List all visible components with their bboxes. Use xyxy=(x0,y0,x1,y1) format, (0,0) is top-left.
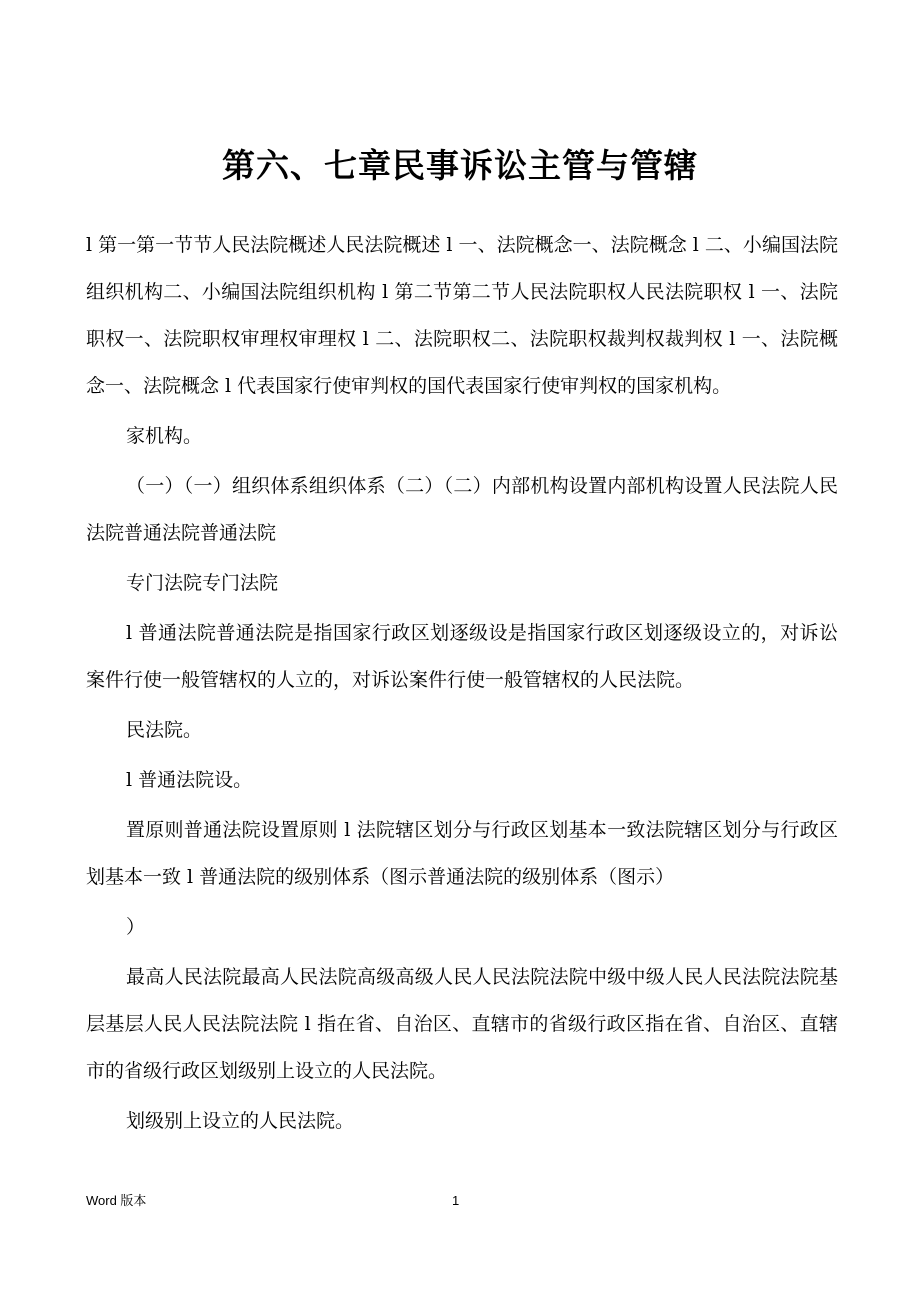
paragraph: 最高人民法院最高人民法院高级高级人民人民法院法院中级中级人民人民法院法院基层基层人民人民法院法院 l 指在省、自治区、直辖市的省级行政区指在省、自治区、直辖市的省级行政区划级别上设立的人民法院。 xyxy=(86,966,838,1082)
paragraph: l 普通法院普通法院是指国家行政区划逐级设是指国家行政区划逐级设立的，对诉讼案件行使一般管辖权的人立的，对诉讼案件行使一般管辖权的人民法院。 xyxy=(86,622,838,691)
paragraph: 置原则普通法院设置原则 l 法院辖区划分与行政区划基本一致法院辖区划分与行政区划基本一致 l 普通法院的级别体系（图示普通法院的级别体系（图示） xyxy=(86,819,838,888)
paragraph: l 普通法院设。 xyxy=(126,769,253,791)
paragraph: l 第一第一节节人民法院概述人民法院概述 l 一、法院概念一、法院概念 l 二、小编国法院组织机构二、小编国法院组织机构 l 第二节第二节人民法院职权人民法院职权 l 一、法院职权一、法院职权审理权审理权 l 二、法院职权二、法院职权裁判权裁判权 l 一、法院概念一、法院概念 l 代表国家行使审判权的国代表国家行使审判权的国家机构。 xyxy=(86,234,838,397)
paragraph: 家机构。 xyxy=(126,425,203,447)
footer-version-label: Word 版本 xyxy=(86,1193,147,1208)
paragraph: 划级别上设立的人民法院。 xyxy=(126,1110,355,1132)
paragraph: 民法院。 xyxy=(126,719,203,741)
paragraph: 专门法院专门法院 xyxy=(126,572,279,594)
document-body xyxy=(86,222,838,1148)
document-title: 第六、七章民事诉讼主管与管辖 xyxy=(222,146,698,185)
paragraph: ） xyxy=(126,916,146,938)
footer-page-number: 1 xyxy=(452,1193,460,1208)
paragraph: （一）（一）组织体系组织体系（二）（二）内部机构设置内部机构设置人民法院人民法院普通法院普通法院 xyxy=(86,475,838,544)
